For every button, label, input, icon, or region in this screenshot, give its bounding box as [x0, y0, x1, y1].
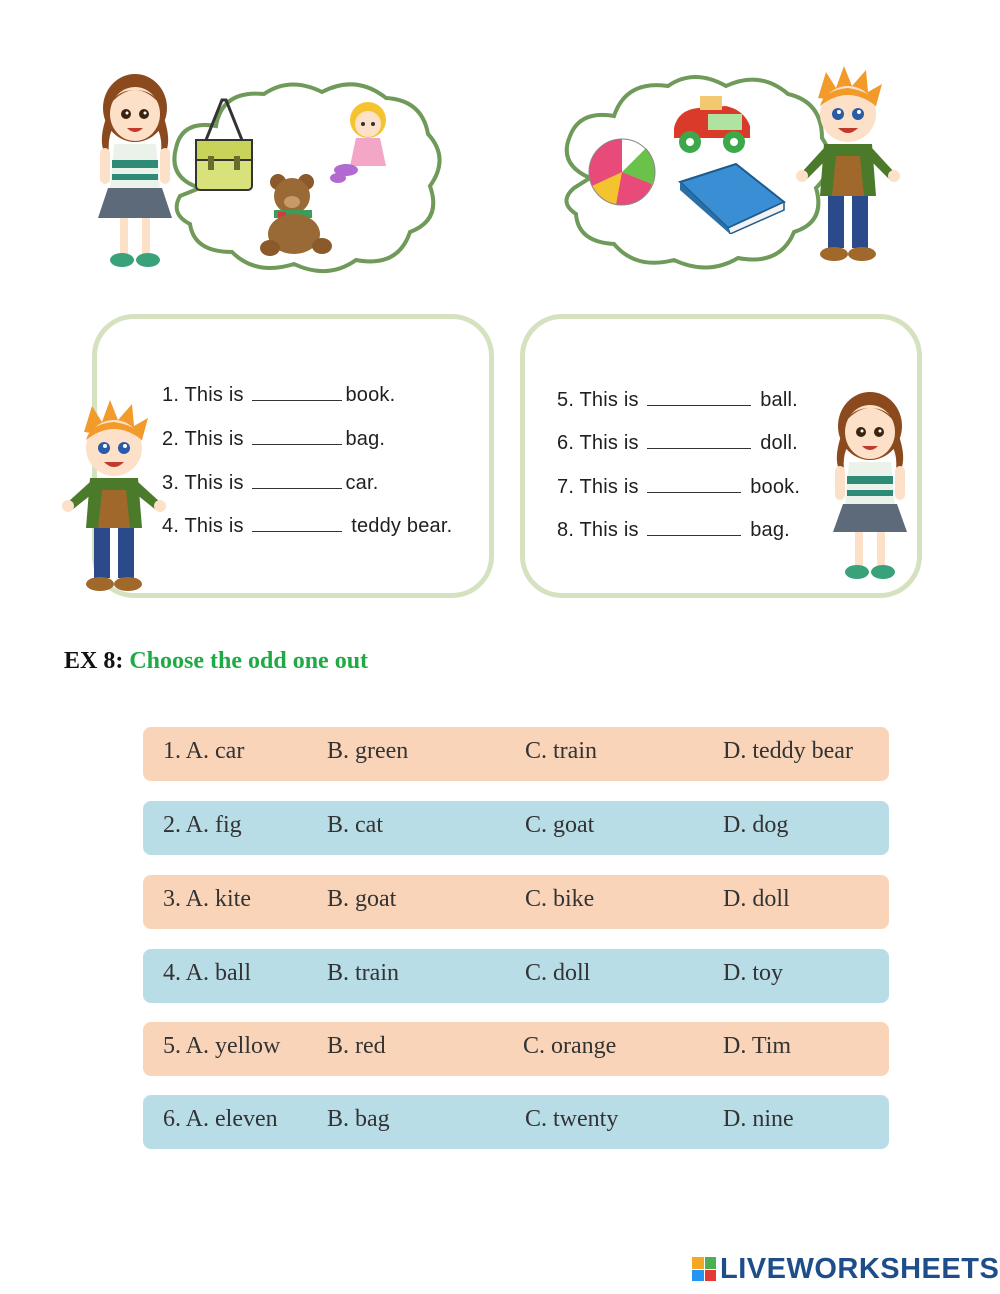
bag-icon [192, 96, 256, 196]
option-a[interactable]: 4. A. ball [163, 960, 251, 986]
fill-in-item-2: 2. This is bag. [162, 428, 386, 450]
option-b[interactable]: B. cat [327, 812, 383, 838]
option-a[interactable]: 6. A. eleven [163, 1106, 278, 1132]
option-b[interactable]: B. green [327, 738, 409, 764]
exercise-title: Choose the odd one out [129, 648, 369, 674]
boy-character-icon [796, 64, 900, 264]
exercise-number: EX 8: [64, 648, 124, 674]
exercise-heading [64, 648, 368, 675]
fill-in-item-6: 6. This is doll. [557, 432, 798, 454]
option-b[interactable]: B. bag [327, 1106, 390, 1132]
doll-icon [328, 100, 404, 186]
option-d[interactable]: D. Tim [723, 1033, 792, 1059]
option-d[interactable]: D. dog [723, 812, 789, 838]
fill-in-item-7: 7. This is book. [557, 476, 801, 498]
option-a[interactable]: 1. A. car [163, 738, 245, 764]
option-c[interactable]: C. twenty [525, 1106, 619, 1132]
toy-car-icon [668, 92, 754, 156]
question-row [143, 949, 889, 1003]
option-b[interactable]: B. goat [327, 886, 397, 912]
liveworksheets-logo [692, 1252, 999, 1286]
fill-in-item-3: 3. This is car. [162, 472, 379, 494]
option-c[interactable]: C. bike [525, 886, 595, 912]
option-c[interactable]: C. goat [525, 812, 595, 838]
answer-blank[interactable] [252, 382, 342, 401]
option-b[interactable]: B. train [327, 960, 399, 986]
teddy-bear-icon [256, 172, 336, 258]
fill-in-item-5: 5. This is ball. [557, 389, 798, 411]
option-a[interactable]: 3. A. kite [163, 886, 251, 912]
option-d[interactable]: D. nine [723, 1106, 794, 1132]
book-icon [676, 162, 788, 234]
brand-name: LIVEWORKSHEETS [720, 1252, 1000, 1285]
answer-blank[interactable] [647, 387, 751, 406]
question-row [143, 875, 889, 929]
ball-icon [586, 136, 658, 208]
option-a[interactable]: 2. A. fig [163, 812, 242, 838]
answer-blank[interactable] [647, 474, 741, 493]
answer-blank[interactable] [252, 470, 342, 489]
question-row [143, 1022, 889, 1076]
option-c[interactable]: C. train [525, 738, 597, 764]
question-row [143, 801, 889, 855]
option-d[interactable]: D. teddy bear [723, 738, 853, 764]
option-a[interactable]: 5. A. yellow [163, 1033, 281, 1059]
answer-blank[interactable] [647, 430, 751, 449]
boy-character-icon [62, 398, 166, 594]
answer-blank[interactable] [647, 517, 741, 536]
liveworksheets-logo-icon [692, 1257, 716, 1281]
option-d[interactable]: D. doll [723, 886, 790, 912]
girl-character-icon [828, 386, 912, 586]
fill-in-item-1: 1. This is book. [162, 384, 396, 406]
option-c[interactable]: C. doll [525, 960, 591, 986]
fill-in-item-4: 4. This is teddy bear. [162, 515, 453, 537]
option-b[interactable]: B. red [327, 1033, 386, 1059]
option-c[interactable]: C. orange [523, 1033, 617, 1059]
fill-in-item-8: 8. This is bag. [557, 519, 790, 541]
answer-blank[interactable] [252, 426, 342, 445]
question-row [143, 1095, 889, 1149]
option-d[interactable]: D. toy [723, 960, 783, 986]
answer-blank[interactable] [252, 513, 342, 532]
question-row [143, 727, 889, 781]
